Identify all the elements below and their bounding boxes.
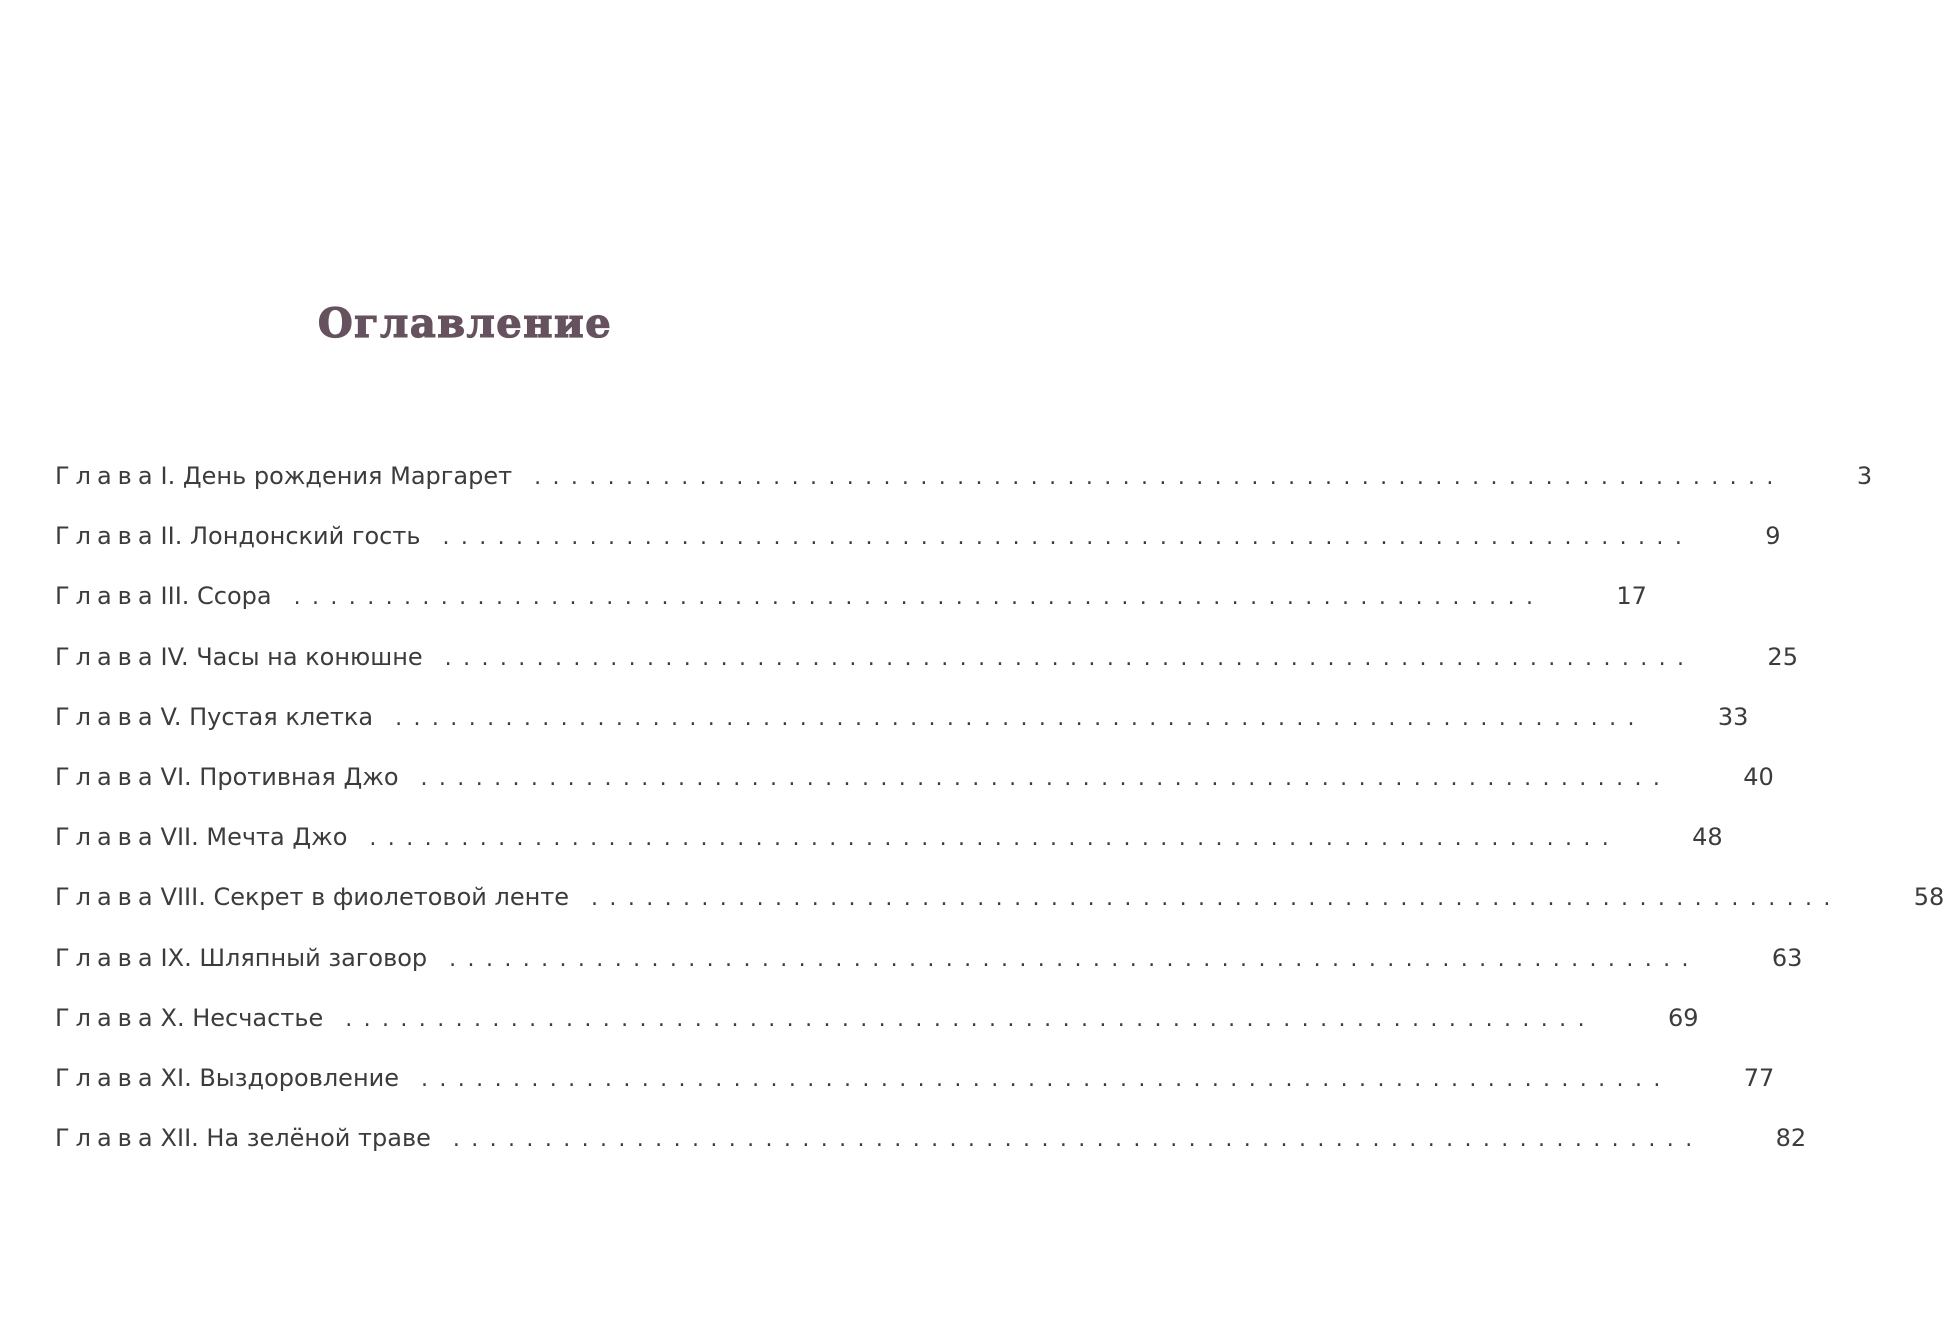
dot-leader: .................................................................... xyxy=(444,645,1696,671)
chapter-title: III. Ссора xyxy=(160,582,272,611)
chapter-label: Глава xyxy=(55,642,159,671)
chapter-title: IV. Часы на конюшне xyxy=(160,642,423,671)
page-number: 63 xyxy=(1771,943,1803,972)
chapter-title: VI. Противная Джо xyxy=(160,762,399,791)
toc-entry-5[interactable] xyxy=(55,702,1749,763)
page-number: 3 xyxy=(1856,462,1873,490)
chapter-title: IX. Шляпный заговор xyxy=(160,943,428,972)
page-number: 40 xyxy=(1743,762,1774,791)
chapter-title: XII. На зелёной траве xyxy=(160,1124,431,1153)
chapter-title: VII. Мечта Джо xyxy=(160,823,348,852)
toc-entry-9[interactable] xyxy=(55,943,1803,1004)
page-number: 33 xyxy=(1717,702,1749,731)
dot-leader: .................................................................... xyxy=(395,705,1646,731)
toc-entry-1[interactable] xyxy=(55,462,1873,522)
toc-entry-2[interactable] xyxy=(55,522,1781,582)
toc-entry-8[interactable] xyxy=(55,883,1944,943)
dot-leader: .................................................................... xyxy=(369,826,1621,852)
page-number: 17 xyxy=(1616,582,1647,611)
dot-leader: .................................................................... xyxy=(442,525,1694,551)
chapter-label: Глава xyxy=(55,762,159,791)
chapter-label: Глава xyxy=(55,582,159,611)
chapter-label: Глава xyxy=(55,702,159,731)
dot-leader: .................................................................... xyxy=(421,1066,1672,1092)
page-number: 77 xyxy=(1743,1063,1775,1092)
chapter-label: Глава xyxy=(55,823,159,852)
dot-leader: .................................................................... xyxy=(420,765,1672,791)
chapter-title: II. Лондонский гость xyxy=(160,522,421,551)
dot-leader: .................................................................... xyxy=(452,1127,1704,1153)
toc-entry-7[interactable] xyxy=(55,823,1723,883)
chapter-title: XI. Выздоровление xyxy=(160,1063,399,1092)
page-number: 69 xyxy=(1667,1003,1699,1032)
toc-entry-3[interactable] xyxy=(55,582,1647,642)
chapter-title: I. День рождения Маргарет xyxy=(160,462,513,490)
page-number: 25 xyxy=(1767,642,1798,671)
dot-leader: .................................................................... xyxy=(293,585,1545,611)
page-number: 48 xyxy=(1692,823,1723,852)
dot-leader: .................................................................... xyxy=(449,946,1700,972)
toc-entry-6[interactable] xyxy=(55,762,1774,823)
chapter-label: Глава xyxy=(55,943,159,972)
toc-entry-11[interactable] xyxy=(55,1063,1775,1124)
chapter-label: Глава xyxy=(55,1063,159,1092)
page-number: 58 xyxy=(1913,883,1944,912)
page-number: 9 xyxy=(1765,522,1781,551)
dot-leader: .................................................................... xyxy=(591,886,1842,912)
toc-entry-12[interactable] xyxy=(55,1124,1807,1184)
chapter-label: Глава xyxy=(55,883,159,912)
chapter-title: X. Несчастье xyxy=(160,1003,324,1032)
page-number: 82 xyxy=(1775,1124,1807,1153)
toc-entry-4[interactable] xyxy=(55,642,1798,703)
chapter-label: Глава xyxy=(55,1003,159,1032)
toc-entry-10[interactable] xyxy=(55,1003,1699,1064)
chapter-label: Глава xyxy=(55,1124,159,1153)
table-of-contents xyxy=(55,462,1944,1184)
page-title: Оглавление xyxy=(317,300,613,347)
chapter-label: Глава xyxy=(55,462,159,490)
chapter-label: Глава xyxy=(55,522,159,551)
chapter-title: VIII. Секрет в фиолетовой ленте xyxy=(160,883,570,912)
dot-leader: .................................................................... xyxy=(345,1006,1596,1032)
dot-leader: .................................................................... xyxy=(534,465,1785,490)
chapter-title: V. Пустая клетка xyxy=(160,702,374,731)
